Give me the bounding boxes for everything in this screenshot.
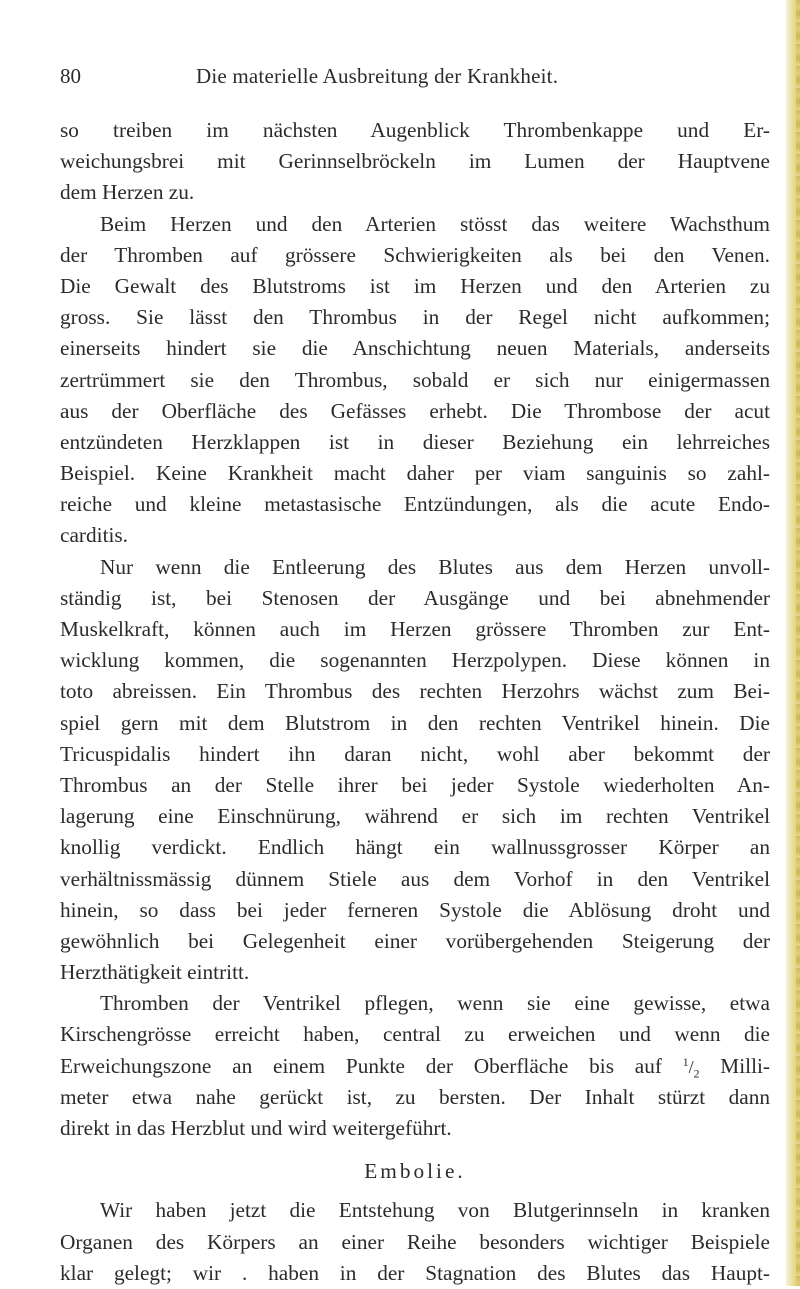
text-line: Beim Herzen und den Arterien stösst das weitere Wachsthum bbox=[100, 211, 770, 236]
text-line: Kirschengrösse erreicht haben, central zu erweichen und wenn die bbox=[60, 1022, 770, 1047]
text-line: entzündeten Herzklappen ist in dieser Beziehung ein lehrreiches bbox=[60, 429, 770, 454]
text-line: der Thromben auf grössere Schwierigkeiten als bei den Venen. bbox=[60, 242, 770, 267]
text-line: toto abreissen. Ein Thrombus des rechten Herzohrs wächst zum Bei- bbox=[60, 679, 770, 704]
text-line: Die Gewalt des Blutstroms ist im Herzen und den Arterien zu bbox=[60, 273, 770, 298]
text-line: wicklung kommen, die sogenannten Herzpolypen. Diese können in bbox=[60, 648, 770, 673]
text-line: weichungsbrei mit Gerinnselbröckeln im Lumen der Hauptvene bbox=[60, 149, 770, 174]
text-line: reiche und kleine metastasische Entzündungen, als die acute Endo- bbox=[60, 492, 770, 517]
text-line: carditis. bbox=[60, 523, 129, 548]
text-line: hinein, so dass bei jeder ferneren Systole die Ablösung droht und bbox=[60, 897, 770, 922]
text-line: dem Herzen zu. bbox=[60, 180, 195, 205]
body-text bbox=[60, 115, 770, 1289]
page-header bbox=[60, 64, 760, 92]
text-line: so treiben im nächsten Augenblick Thrombenkappe und Er- bbox=[60, 118, 770, 142]
fraction: $^1/_2$ bbox=[682, 1055, 700, 1081]
text-segment: Milli- bbox=[720, 1053, 770, 1078]
text-line: lagerung eine Einschnürung, während er sich im rechten Ventrikel bbox=[60, 804, 770, 829]
text-line: Thromben der Ventrikel pflegen, wenn sie eine gewisse, etwa bbox=[100, 991, 770, 1016]
text-line: aus der Oberfläche des Gefässes erhebt. Die Thrombose der acut bbox=[60, 398, 770, 423]
text-line: verhältnissmässig dünnem Stiele aus dem Vorhof in den Ventrikel bbox=[60, 866, 770, 891]
text-line: Herzthätigkeit eintritt. bbox=[60, 960, 250, 985]
text-segment: Erweichungszone an einem Punkte der Oberfläche bis auf bbox=[60, 1053, 662, 1078]
text-line: Muskelkraft, können auch im Herzen grössere Thromben zur Ent- bbox=[60, 617, 770, 641]
text-line: knollig verdickt. Endlich hängt ein wallnussgrosser Körper an bbox=[60, 835, 770, 860]
text-line: klar gelegt; wir . haben in der Stagnation des Blutes das Haupt- bbox=[60, 1260, 770, 1285]
page-number: 80 bbox=[60, 64, 81, 88]
text-line: Organen des Körpers an einer Reihe besonders wichtiger Beispiele bbox=[60, 1229, 770, 1254]
fraction-denominator: 2 bbox=[693, 1067, 700, 1081]
fraction-numerator: 1 bbox=[682, 1055, 689, 1069]
text-line: spiel gern mit dem Blutstrom in den rechten Ventrikel hinein. Die bbox=[60, 710, 770, 735]
text-line: ständig ist, bei Stenosen der Ausgänge und bei abnehmender bbox=[60, 585, 770, 610]
text-line: Beispiel. Keine Krankheit macht daher per viam sanguinis so zahl- bbox=[60, 461, 770, 486]
running-title: Die materielle Ausbreitung der Krankheit. bbox=[196, 64, 559, 88]
text-line: zertrümmert sie den Thrombus, sobald er sich nur einigermassen bbox=[60, 367, 770, 392]
section-heading: Embolie. bbox=[364, 1159, 466, 1184]
text-line: Nur wenn die Entleerung des Blutes aus dem Herzen unvoll- bbox=[100, 554, 770, 579]
text-line: direkt in das Herzblut und wird weitergeführt. bbox=[60, 1116, 452, 1140]
text-line: gewöhnlich bei Gelegenheit einer vorübergehenden Steigerung der bbox=[60, 928, 770, 953]
text-line: meter etwa nahe gerückt ist, zu bersten. Der Inhalt stürzt dann bbox=[60, 1084, 770, 1109]
page-edge-shade bbox=[796, 0, 800, 1286]
text-line-with-fraction bbox=[60, 1051, 770, 1082]
text-line: Thrombus an der Stelle ihrer bei jeder Systole wiederholten An- bbox=[60, 772, 770, 797]
text-line: gross. Sie lässt den Thrombus in der Regel nicht aufkommen; bbox=[60, 305, 770, 330]
text-line: Tricuspidalis hindert ihn daran nicht, wohl aber bekommt der bbox=[60, 741, 770, 766]
text-line: einerseits hindert sie die Anschichtung neuen Materials, anderseits bbox=[60, 336, 770, 361]
text-line: Wir haben jetzt die Entstehung von Blutgerinnseln in kranken bbox=[100, 1198, 770, 1223]
